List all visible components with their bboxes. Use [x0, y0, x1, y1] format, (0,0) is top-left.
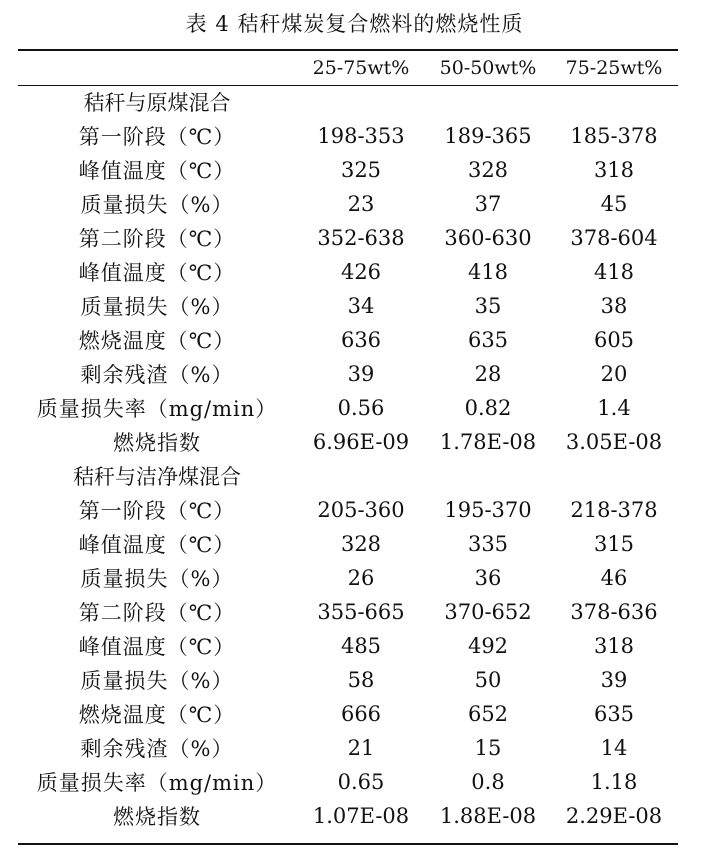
value-cell: 315 [593, 532, 635, 556]
table-row [18, 731, 678, 765]
value-cell: 46 [600, 566, 628, 590]
table-row [18, 221, 678, 255]
header-cell-25-75: 25-75wt% [312, 57, 410, 79]
row-label: 燃烧指数 [113, 805, 201, 829]
row-label: 燃烧温度（℃） [78, 703, 236, 727]
value-cell: 35 [474, 294, 502, 318]
value-cell: 39 [600, 668, 628, 692]
value-cell: 34 [347, 294, 375, 318]
bottom-rule [18, 843, 678, 845]
value-cell: 492 [467, 634, 509, 658]
value-cell: 378-636 [570, 600, 658, 624]
value-cell: 205-360 [317, 498, 405, 522]
row-label: 第二阶段（℃） [78, 227, 236, 251]
combustion-properties-table [18, 51, 678, 833]
value-cell: 418 [467, 260, 509, 284]
table-row [18, 357, 678, 391]
value-cell: 1.18 [590, 770, 638, 794]
table-row [18, 153, 678, 187]
value-cell: 666 [340, 702, 382, 726]
empty-cell [426, 85, 550, 119]
value-cell: 28 [474, 362, 502, 386]
value-cell: 328 [340, 532, 382, 556]
value-cell: 26 [347, 566, 375, 590]
value-cell: 39 [347, 362, 375, 386]
table-row [18, 765, 678, 799]
value-cell: 1.78E-08 [439, 430, 537, 454]
value-cell: 36 [474, 566, 502, 590]
value-cell: 485 [340, 634, 382, 658]
value-cell: 636 [340, 328, 382, 352]
value-cell: 418 [593, 260, 635, 284]
table-title: 表 4 秸秆煤炭复合燃料的燃烧性质 [185, 12, 524, 36]
value-cell: 0.65 [337, 770, 385, 794]
value-cell: 50 [474, 668, 502, 692]
table-row [18, 799, 678, 833]
table-body [18, 85, 678, 833]
table-row [18, 391, 678, 425]
value-cell: 426 [340, 260, 382, 284]
value-cell: 635 [593, 702, 635, 726]
value-cell: 21 [347, 736, 375, 760]
table-row [18, 119, 678, 153]
value-cell: 218-378 [570, 498, 658, 522]
value-cell: 1.88E-08 [439, 804, 537, 828]
value-cell: 325 [340, 158, 382, 182]
row-label: 峰值温度（℃） [78, 533, 236, 557]
empty-cell [426, 459, 550, 493]
header-cell-empty [18, 51, 296, 85]
table-row [18, 323, 678, 357]
value-cell: 23 [347, 192, 375, 216]
group-label: 秸秆与原煤混合 [83, 91, 231, 115]
value-cell: 355-665 [317, 600, 405, 624]
table-row [18, 527, 678, 561]
value-cell: 605 [593, 328, 635, 352]
table-row [18, 289, 678, 323]
table-row [18, 255, 678, 289]
table-row [18, 629, 678, 663]
value-cell: 45 [600, 192, 628, 216]
table-row [18, 595, 678, 629]
value-cell: 185-378 [570, 124, 658, 148]
row-label: 质量损失（%） [80, 193, 234, 217]
row-label: 剩余残渣（%） [80, 363, 234, 387]
row-label: 质量损失率（mg/min） [36, 771, 278, 795]
value-cell: 2.29E-08 [565, 804, 663, 828]
value-cell: 58 [347, 668, 375, 692]
empty-cell [296, 459, 426, 493]
row-label: 质量损失（%） [80, 669, 234, 693]
table-row [18, 493, 678, 527]
empty-cell [550, 85, 678, 119]
row-label: 第一阶段（℃） [78, 499, 236, 523]
value-cell: 1.07E-08 [312, 804, 410, 828]
value-cell: 38 [600, 294, 628, 318]
value-cell: 20 [600, 362, 628, 386]
value-cell: 3.05E-08 [565, 430, 663, 454]
value-cell: 652 [467, 702, 509, 726]
header-cell-50-50: 50-50wt% [439, 57, 537, 79]
group-row [18, 85, 678, 119]
row-label: 第一阶段（℃） [78, 125, 236, 149]
table-row [18, 561, 678, 595]
table-row [18, 663, 678, 697]
value-cell: 378-604 [570, 226, 658, 250]
row-label: 燃烧温度（℃） [78, 329, 236, 353]
value-cell: 0.82 [464, 396, 512, 420]
row-label: 质量损失（%） [80, 567, 234, 591]
value-cell: 198-353 [317, 124, 405, 148]
value-cell: 318 [593, 158, 635, 182]
group-label: 秸秆与洁净煤混合 [73, 465, 241, 489]
value-cell: 14 [600, 736, 628, 760]
value-cell: 318 [593, 634, 635, 658]
value-cell: 328 [467, 158, 509, 182]
row-label: 峰值温度（℃） [78, 635, 236, 659]
table-row [18, 187, 678, 221]
row-label: 质量损失（%） [80, 295, 234, 319]
value-cell: 335 [467, 532, 509, 556]
value-cell: 195-370 [444, 498, 532, 522]
value-cell: 370-652 [444, 600, 532, 624]
row-label: 燃烧指数 [113, 431, 201, 455]
value-cell: 0.56 [337, 396, 385, 420]
table-row [18, 697, 678, 731]
value-cell: 635 [467, 328, 509, 352]
value-cell: 189-365 [444, 124, 532, 148]
header-cell-75-25: 75-25wt% [565, 57, 663, 79]
group-row [18, 459, 678, 493]
header-row [18, 51, 678, 85]
table-row [18, 425, 678, 459]
row-label: 第二阶段（℃） [78, 601, 236, 625]
value-cell: 37 [474, 192, 502, 216]
row-label: 峰值温度（℃） [78, 159, 236, 183]
row-label: 峰值温度（℃） [78, 261, 236, 285]
row-label: 剩余残渣（%） [80, 737, 234, 761]
empty-cell [550, 459, 678, 493]
value-cell: 0.8 [471, 770, 505, 794]
value-cell: 360-630 [444, 226, 532, 250]
value-cell: 15 [474, 736, 502, 760]
value-cell: 1.4 [597, 396, 631, 420]
value-cell: 352-638 [317, 226, 405, 250]
empty-cell [296, 85, 426, 119]
row-label: 质量损失率（mg/min） [36, 397, 278, 421]
value-cell: 6.96E-09 [312, 430, 410, 454]
